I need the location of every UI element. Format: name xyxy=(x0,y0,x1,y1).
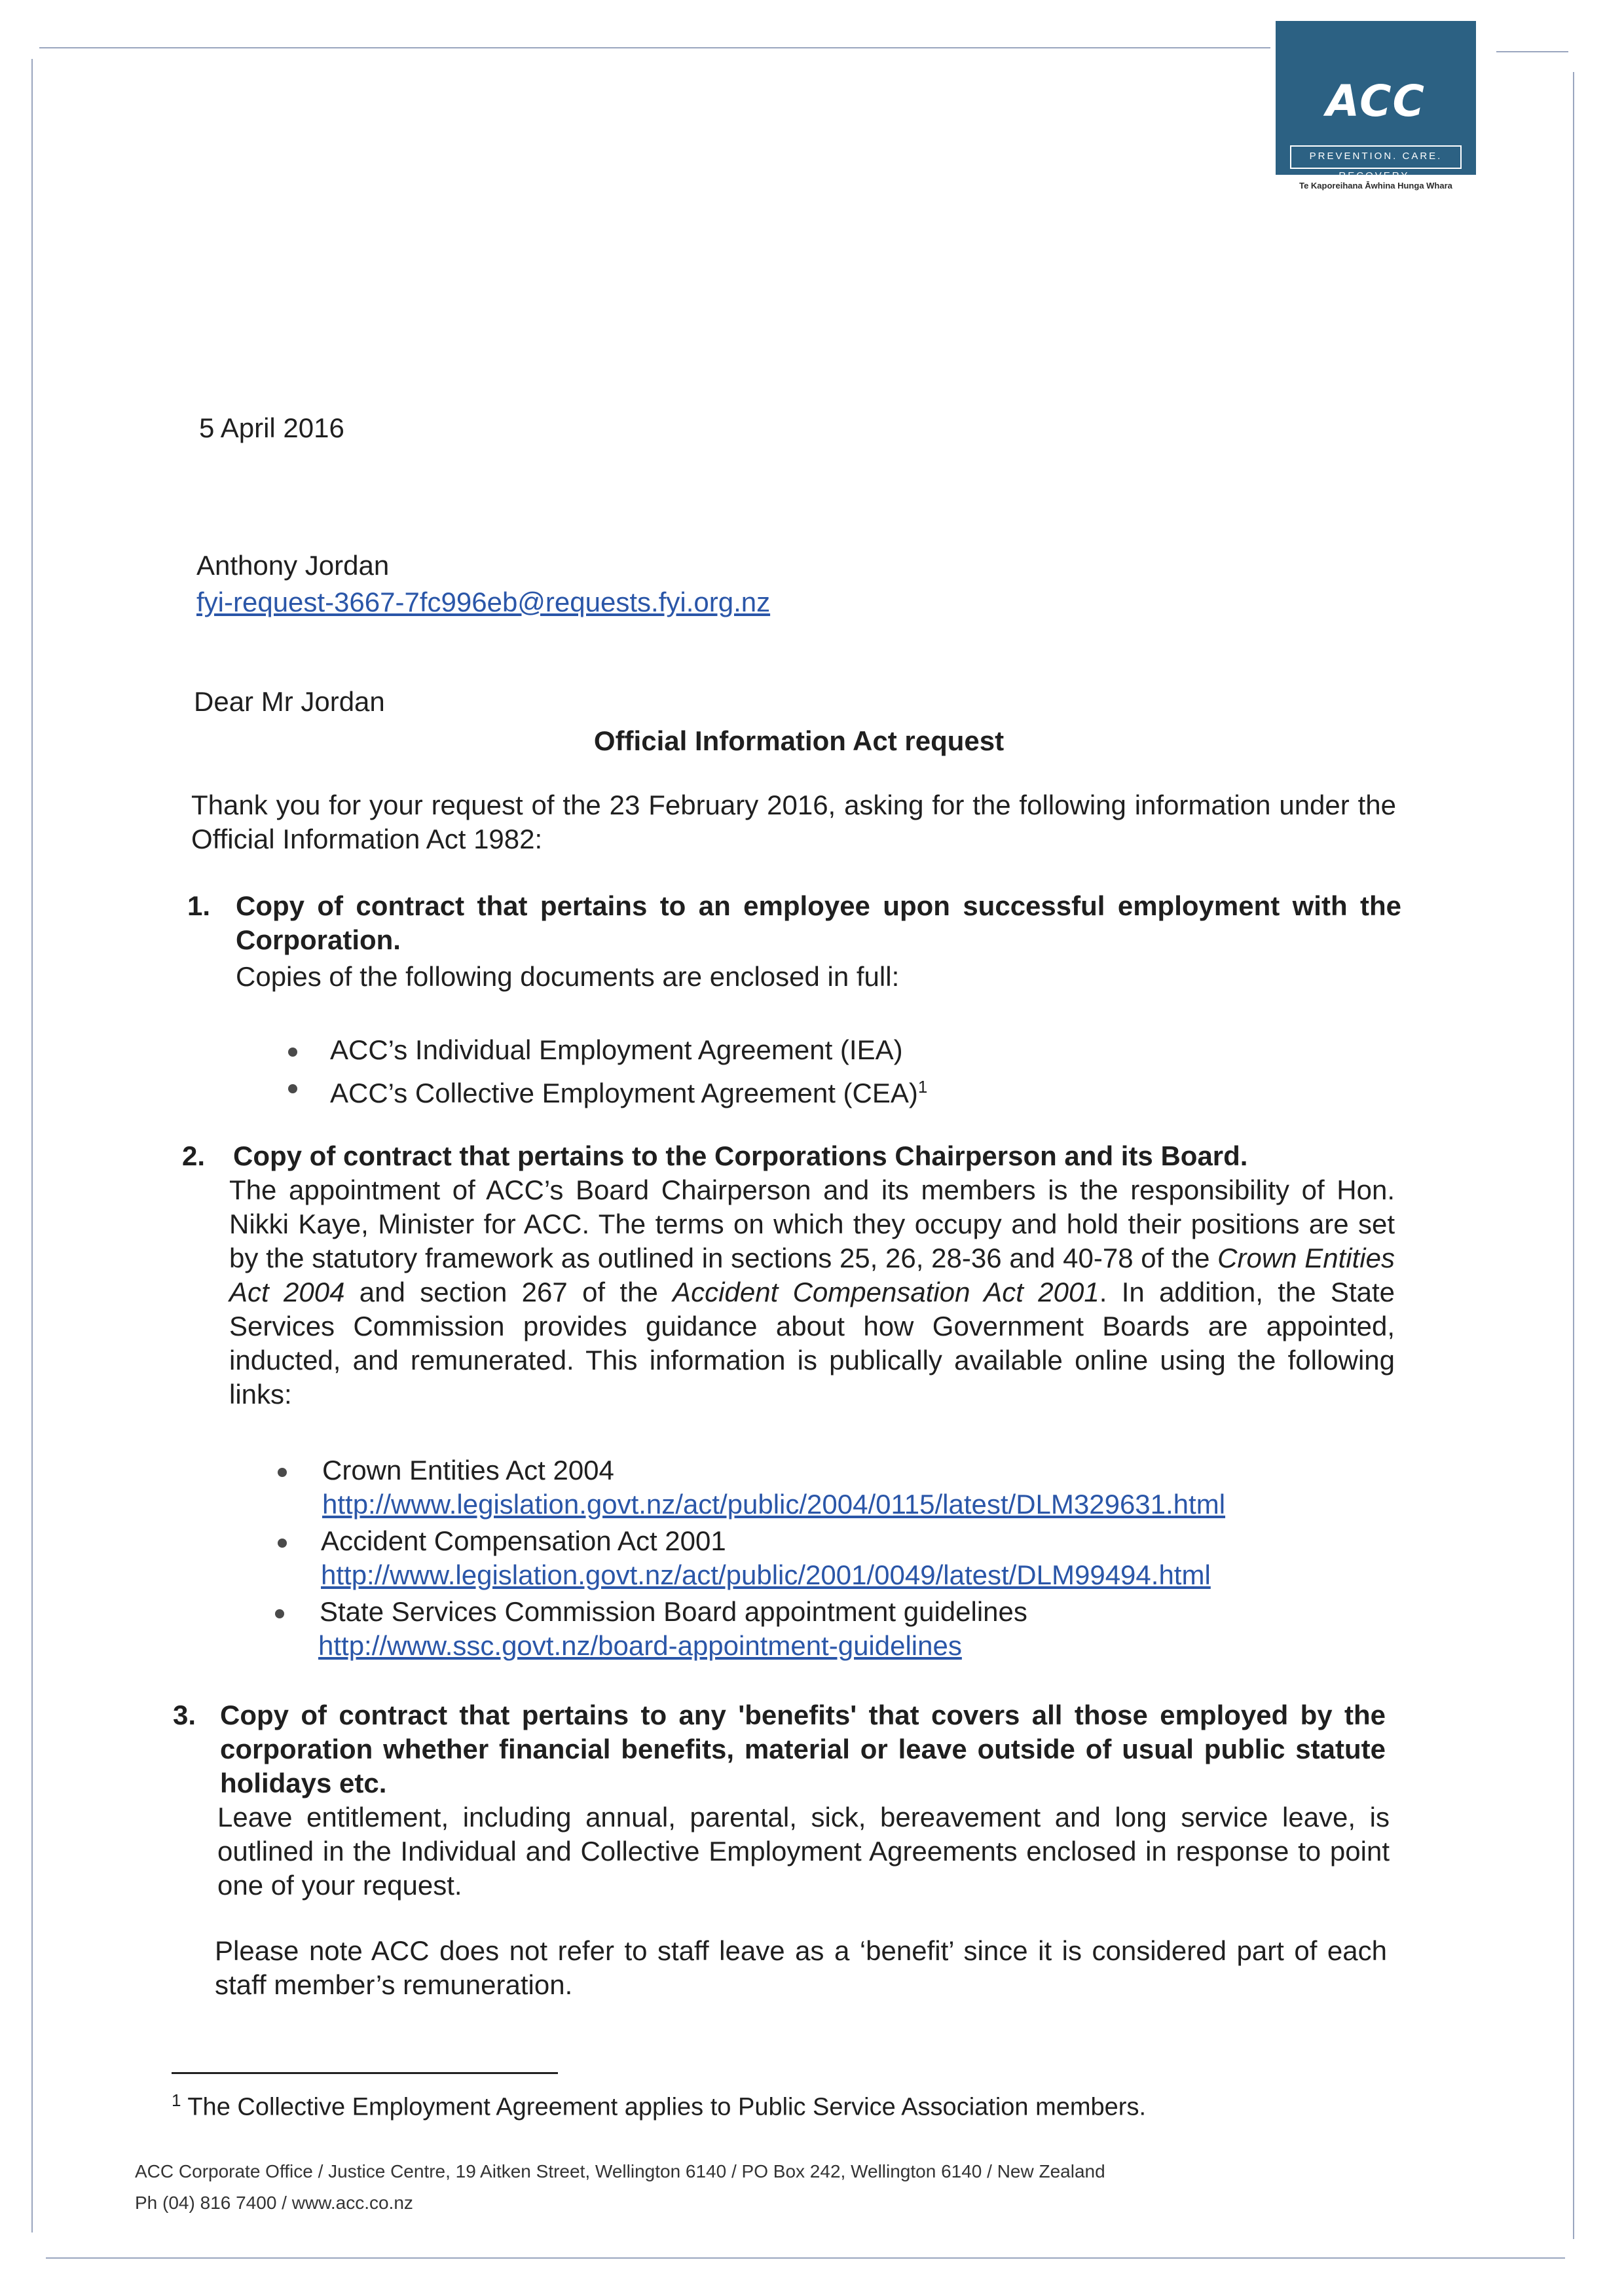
bullet-5 xyxy=(275,1609,284,1618)
bullet-2 xyxy=(288,1084,297,1093)
frame-top-right-line xyxy=(1496,51,1568,52)
item-2-body-part-2: and section 267 of the xyxy=(344,1277,673,1307)
link-3-label: State Services Commission Board appointment guidelines xyxy=(320,1596,1027,1627)
intro-paragraph: Thank you for your request of the 23 February 2016, asking for the following information under the Official Information Act 1982: xyxy=(191,790,1396,854)
item-3-note: Please note ACC does not refer to staff leave as a ‘benefit’ since it is considered part of each staff member’s remuneration. xyxy=(215,1935,1387,2000)
frame-right-line xyxy=(1573,72,1574,2239)
item-1-bullet-2: ACC’s Collective Employment Agreement (CEA) xyxy=(330,1078,918,1108)
link-2-url[interactable]: http://www.legislation.govt.nz/act/public/2001/0049/latest/DLM99494.html xyxy=(321,1559,1211,1590)
acc-logo xyxy=(1276,21,1476,181)
subject-heading: Official Information Act request xyxy=(593,725,1005,756)
salutation: Dear Mr Jordan xyxy=(194,686,385,717)
bullet-3 xyxy=(278,1468,287,1477)
footer-address: ACC Corporate Office / Justice Centre, 19 Aitken Street, Wellington 6140 / PO Box 242, Wellington 6140 / New Zealand xyxy=(135,2161,1105,2181)
footnote-text: The Collective Employment Agreement applies to Public Service Association members. xyxy=(187,2093,1147,2121)
item-1-bullet-1: ACC’s Individual Employment Agreement (IEA) xyxy=(330,1034,903,1065)
link-2-label: Accident Compensation Act 2001 xyxy=(321,1525,726,1556)
item-3-heading: Copy of contract that pertains to any 'benefits' that covers all those employed by the corporation whether financial benefits, material or leave outside of usual public statute holidays etc. xyxy=(220,1700,1386,1798)
frame-left-line xyxy=(31,59,33,2232)
item-2-body-part-1: The appointment of ACC’s Board Chairperson and its members is the responsibility of Hon. Nikki Kaye, Minister for ACC. The terms on which they occupy and hold their positions are set by the statutory framework as outlined in sections 25, 26, 28-36 and 40-78 of the xyxy=(229,1175,1395,1273)
footnote-rule xyxy=(172,2072,558,2074)
bullet-4 xyxy=(278,1539,287,1548)
item-1-bullet-2-wrap xyxy=(330,1070,927,1110)
recipient-email-link[interactable]: fyi-request-3667-7fc996eb@requests.fyi.org.nz xyxy=(196,587,771,617)
item-3-body: Leave entitlement, including annual, parental, sick, bereavement and long service leave, is outlined in the Individual and Collective Employment Agreements enclosed in response to point one of your request. xyxy=(217,1802,1390,1901)
footnote xyxy=(172,2083,1146,2124)
item-2-number: 2. xyxy=(182,1140,206,1171)
item-2-body-part-3: . In addition, the State Services Commission provides guidance about how Government Boards are appointed, inducted, and remunerated. This information is publically available online using the following links: xyxy=(229,1277,1395,1410)
item-1-number: 1. xyxy=(187,890,211,921)
item-2-heading: Copy of contract that pertains to the Corporations Chairperson and its Board. xyxy=(233,1140,1248,1171)
item-2-body-italic-2: Accident Compensation Act 2001 xyxy=(673,1277,1099,1307)
item-2-body-italic-1: Crown Entities Act 2004 xyxy=(229,1243,1395,1307)
footnote-marker: 1 xyxy=(172,2090,181,2110)
item-1-body: Copies of the following documents are enclosed in full: xyxy=(236,961,900,992)
logo-tagline: PREVENTION. CARE. RECOVERY. xyxy=(1290,145,1462,169)
logo-maori-name: Te Kaporeihana Āwhina Hunga Whara xyxy=(1299,181,1452,191)
item-1-heading: Copy of contract that pertains to an employee upon successful employment with the Corporation. xyxy=(236,890,1401,955)
bullet-1 xyxy=(288,1048,297,1057)
link-1-label: Crown Entities Act 2004 xyxy=(322,1455,614,1485)
link-3-url[interactable]: http://www.ssc.govt.nz/board-appointment-guidelines xyxy=(318,1630,962,1661)
frame-bottom-line xyxy=(46,2257,1565,2259)
item-3-number: 3. xyxy=(173,1700,196,1730)
recipient-name: Anthony Jordan xyxy=(196,550,390,581)
link-1-url[interactable]: http://www.legislation.govt.nz/act/public/2004/0115/latest/DLM329631.html xyxy=(322,1489,1226,1520)
footer-contact: Ph (04) 816 7400 / www.acc.co.nz xyxy=(135,2193,413,2213)
letter-date: 5 April 2016 xyxy=(199,412,344,443)
frame-top-line xyxy=(39,47,1270,48)
item-2-body xyxy=(229,1173,1395,1412)
footnote-ref: 1 xyxy=(917,1077,928,1097)
logo-mark: ACC xyxy=(1326,76,1426,126)
